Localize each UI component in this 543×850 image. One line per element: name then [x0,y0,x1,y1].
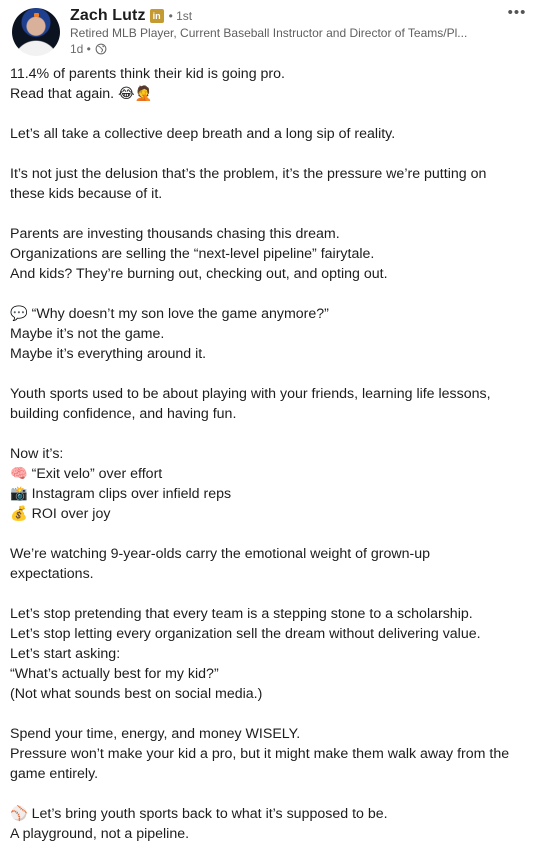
post-text-line: Read that again. 😂🤦 [10,86,153,102]
post-text-line: expectations. [10,566,94,582]
post-text-line: ⚾ Let’s bring youth sports back to what it’s supposed to be. [10,806,388,822]
blank-line [10,104,530,124]
post-timestamp: 1d • [70,42,91,56]
post-text-line: A playground, not a pipeline. [10,826,190,842]
post-text-line: building confidence, and having fun. [10,406,237,422]
post-text-line: these kids because of it. [10,186,163,202]
post-text-line: It’s not just the delusion that’s the problem, it’s the pressure we’re putting on [10,166,487,182]
post-text-line: Pressure won’t make your kid a pro, but it might make them walk away from the [10,746,510,762]
post-text-line: Maybe it’s not the game. [10,326,165,342]
blank-line [10,704,530,724]
post-text-line: We’re watching 9-year-olds carry the emotional weight of grown-up [10,546,431,562]
blank-line [10,584,530,604]
post-header [10,6,533,60]
author-name[interactable]: Zach Lutz [70,7,146,24]
connection-degree: • 1st [168,9,193,23]
blank-line [10,424,530,444]
post-text-line: 11.4% of parents think their kid is going pro. [10,66,285,82]
author-headline: Retired MLB Player, Current Baseball Instructor and Director of Teams/Pl... [70,26,468,40]
premium-badge-icon: in [150,9,164,23]
blank-line [10,364,530,384]
post-text-line: 💰 ROI over joy [10,506,111,522]
cap-logo-icon [34,13,39,17]
blank-line [10,524,530,544]
blank-line [10,204,530,224]
post-text-line: Let’s start asking: [10,646,121,662]
post-text-line: Spend your time, energy, and money WISELY. [10,726,301,742]
blank-line [10,144,530,164]
post-text-line: Now it’s: [10,446,64,462]
more-options-button[interactable]: ••• [507,4,527,21]
blank-line [10,284,530,304]
post-text-line: Let’s all take a collective deep breath and a long sip of reality. [10,126,396,142]
post-text-line: And kids? They’re burning out, checking out, and opting out. [10,266,388,282]
blank-line [10,784,530,804]
post-text-line: 📸 Instagram clips over infield reps [10,486,232,502]
post-text-line: 💬 “Why doesn’t my son love the game anymore?” [10,306,329,322]
post-text-line: (Not what sounds best on social media.) [10,686,263,702]
post-text-line: Let’s stop pretending that every team is a stepping stone to a scholarship. [10,606,473,622]
post-meta [70,42,107,56]
post-text-line: “What’s actually best for my kid?” [10,666,219,682]
globe-icon [95,43,107,55]
post-text-line: Youth sports used to be about playing with your friends, learning life lessons, [10,386,491,402]
post-text-line: 🧠 “Exit velo” over effort [10,466,163,482]
author-name-line [70,6,192,26]
post-text-line: Let’s stop letting every organization sell the dream without delivering value. [10,626,481,642]
author-avatar[interactable] [12,8,60,56]
post-text-line: Parents are investing thousands chasing this dream. [10,226,340,242]
post-text-line: Organizations are selling the “next-level pipeline” fairytale. [10,246,375,262]
post-text-line: game entirely. [10,766,99,782]
post-text-line: Maybe it’s everything around it. [10,346,207,362]
post-body [10,64,530,844]
